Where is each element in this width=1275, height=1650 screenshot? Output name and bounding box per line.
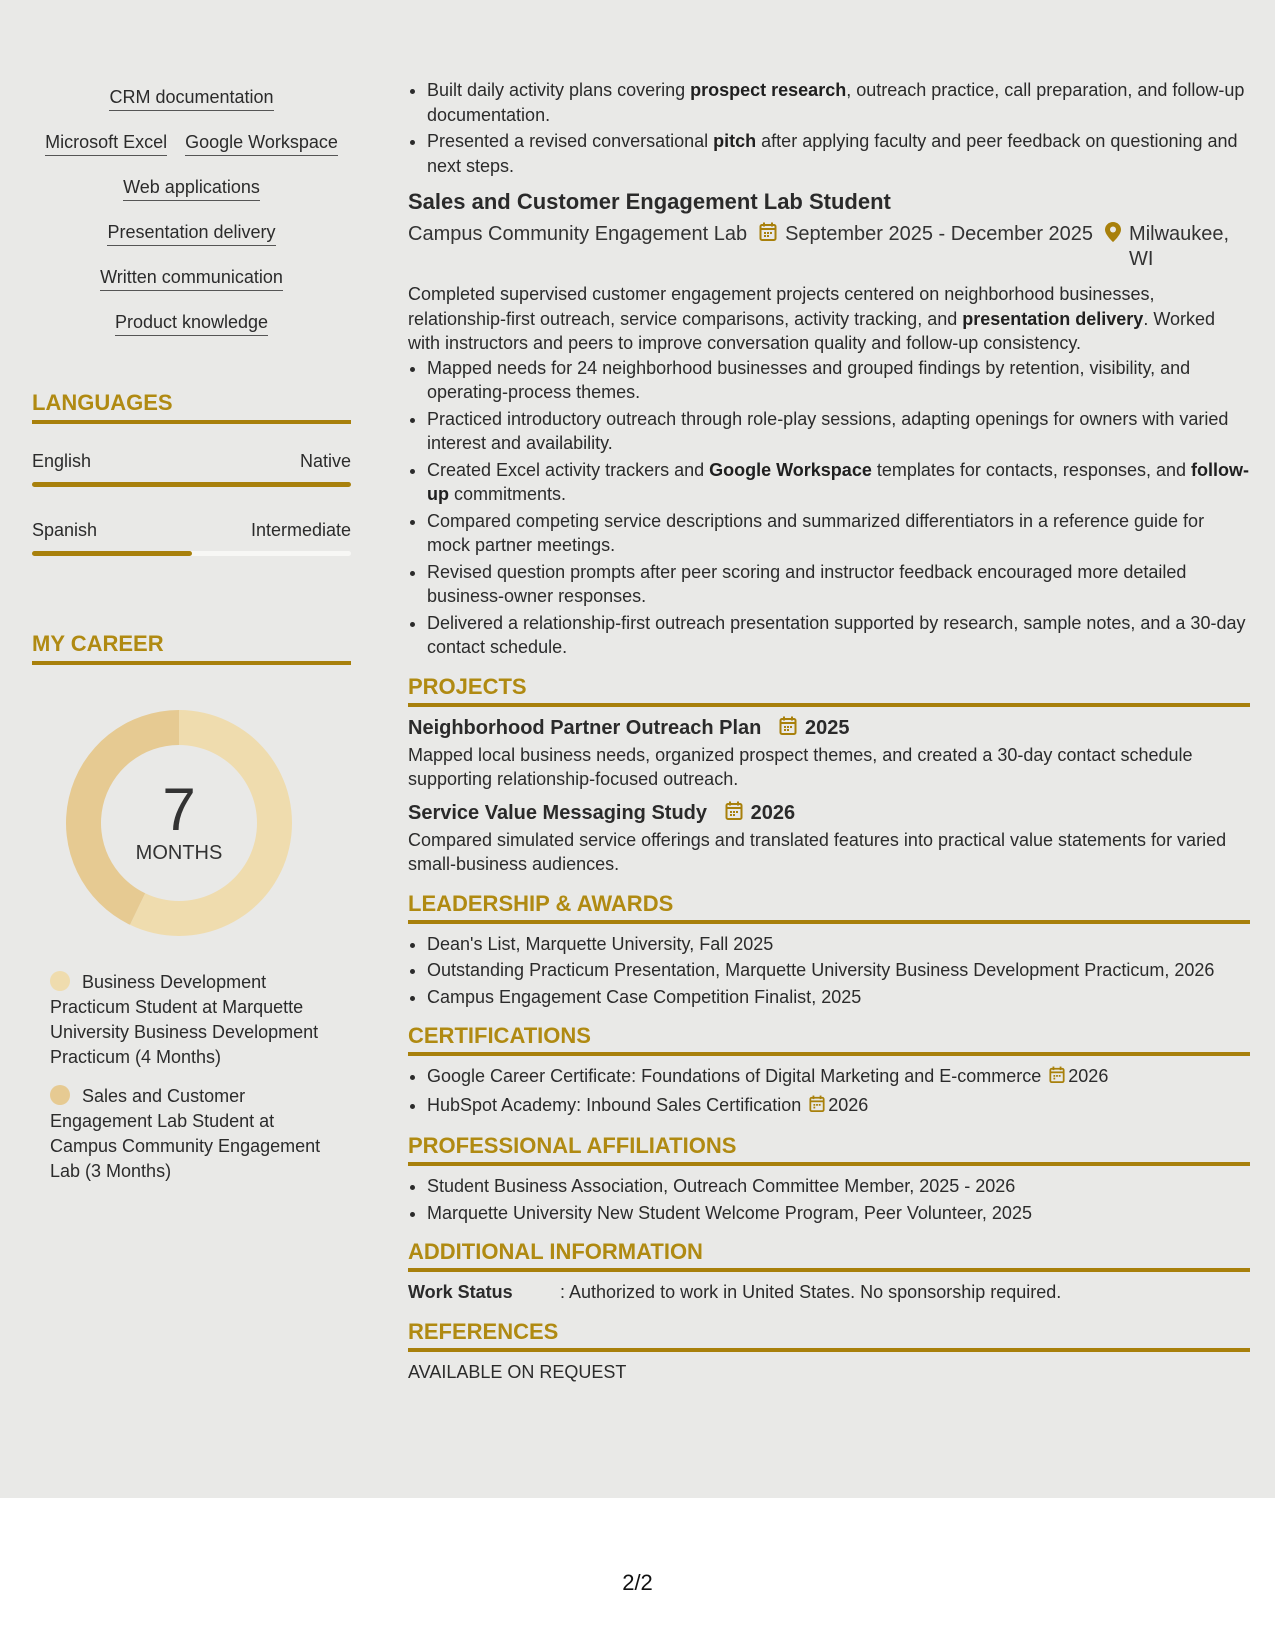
certification-year: 2026 — [828, 1094, 869, 1115]
job-bullet: • Delivered a relationship-first outreach presentation supported by research, sample notes, and a 30-day contact schedule. — [427, 611, 1250, 660]
certifications-heading: CERTIFICATIONS — [408, 1023, 1250, 1056]
awards-heading: LEADERSHIP & AWARDS — [408, 891, 1250, 924]
project-year: 2025 — [804, 716, 850, 739]
skill-tag: Microsoft Excel — [45, 131, 167, 156]
legend-dot — [50, 971, 70, 991]
job-bullet: • Compared competing service descriptions and summarized differentiators in a reference guide for mock partner meetings. — [427, 509, 1250, 558]
job-title: Sales and Customer Engagement Lab Student — [408, 189, 891, 214]
skills-row — [32, 266, 351, 311]
career-total-unit: MONTHS — [135, 842, 223, 864]
additional-info-heading: ADDITIONAL INFORMATION — [408, 1239, 1250, 1272]
skill-tag: Presentation delivery — [107, 221, 275, 246]
career-total-number: 7 — [162, 776, 196, 843]
language-english — [32, 450, 351, 487]
job-meta — [408, 222, 1250, 272]
skill-tag: Google Workspace — [185, 131, 338, 156]
job-dates: September 2025 - December 2025 — [785, 223, 1094, 245]
job-bullets — [408, 356, 1250, 660]
references-text: AVAILABLE ON REQUEST — [408, 1361, 627, 1382]
calendar-icon — [759, 222, 777, 272]
calendar-icon — [779, 716, 797, 743]
career-legend-item — [50, 970, 330, 1070]
award-item: • Dean's List, Marquette University, Fall 2025 — [427, 932, 1250, 957]
project-title: Neighborhood Partner Outreach Plan 2025 — [408, 715, 1250, 743]
skills-list — [32, 86, 351, 356]
legend-label: Sales and Customer Engagement Lab Student at Campus Community Engagement Lab (3 Months) — [50, 1086, 321, 1181]
language-level-bar — [32, 482, 351, 487]
job-description: Completed supervised customer engagement projects centered on neighborhood businesses, relationship-first outreach, service comparisons, activity tracking, and presentation delivery. Worked with instructors and peers to improve conversation quality and follow-up consistency. — [408, 284, 1216, 353]
page-number: 2/2 — [622, 1570, 653, 1595]
references-heading: REFERENCES — [408, 1319, 1250, 1352]
certifications-list — [408, 1064, 1250, 1119]
career-heading: MY CAREER — [32, 631, 351, 665]
certification-year: 2026 — [1068, 1066, 1109, 1086]
language-spanish — [32, 519, 351, 556]
skills-row — [32, 86, 351, 131]
award-item: • Campus Engagement Case Competition Finalist, 2025 — [427, 985, 1250, 1010]
project-description: Compared simulated service offerings and translated features into practical value statements for varied small-business audiences. — [408, 829, 1227, 874]
legend-label: Business Development Practicum Student at Marquette University Business Development Practicum (4 Months) — [50, 972, 319, 1067]
language-level: Intermediate — [250, 520, 351, 540]
languages-heading: LANGUAGES — [32, 390, 351, 424]
projects-heading: PROJECTS — [408, 674, 1250, 707]
work-status-value: : Authorized to work in United States. No sponsorship required. — [560, 1282, 1062, 1302]
previous-job-bullets — [408, 78, 1250, 178]
skills-row — [32, 131, 351, 176]
skill-tag: Web applications — [123, 176, 260, 201]
language-name: Spanish — [32, 520, 98, 540]
right-column — [408, 78, 1250, 1384]
award-item: • Outstanding Practicum Presentation, Marquette University Business Development Practicum, 2026 — [427, 958, 1250, 983]
calendar-icon — [725, 801, 743, 828]
project-title: Service Value Messaging Study 2026 — [408, 800, 1250, 828]
calendar-icon — [809, 1097, 825, 1117]
affiliation-item: • Marquette University New Student Welcome Program, Peer Volunteer, 2025 — [427, 1201, 1250, 1226]
language-level-bar — [32, 551, 351, 556]
career-donut-chart — [66, 710, 292, 936]
project-description: Mapped local business needs, organized prospect themes, and created a 30-day contact schedule supporting relationship-focused outreach. — [408, 744, 1193, 789]
language-name: English — [32, 451, 92, 471]
legend-dot — [50, 1085, 70, 1105]
job-organization: Campus Community Engagement Lab — [408, 223, 748, 245]
certification-item: • HubSpot Academy: Inbound Sales Certification 2026 — [427, 1093, 1250, 1120]
job-bullet: • Built daily activity plans covering prospect research, outreach practice, call preparation, and follow-up documentation. — [427, 78, 1250, 127]
skills-row — [32, 311, 351, 356]
job-location: Milwaukee, WI — [1129, 223, 1230, 270]
location-pin-icon — [1105, 222, 1121, 272]
job-bullet: • Presented a revised conversational pitch after applying faculty and peer feedback on questioning and next steps. — [427, 129, 1250, 178]
affiliations-heading: PROFESSIONAL AFFILIATIONS — [408, 1133, 1250, 1166]
skill-tag: Product knowledge — [115, 311, 268, 336]
project-year: 2026 — [750, 801, 796, 824]
job-bullet: • Created Excel activity trackers and Google Workspace templates for contacts, responses, and follow-up commitments. — [427, 458, 1250, 507]
job-bullet: • Revised question prompts after peer scoring and instructor feedback encouraged more detailed business-owner responses. — [427, 560, 1250, 609]
calendar-icon — [1049, 1068, 1065, 1088]
skills-row — [32, 221, 351, 266]
project-item — [408, 800, 1250, 877]
affiliation-item: • Student Business Association, Outreach Committee Member, 2025 - 2026 — [427, 1174, 1250, 1199]
awards-list — [408, 932, 1250, 1010]
work-status-row — [408, 1280, 1250, 1305]
job-bullet: • Mapped needs for 24 neighborhood businesses and grouped findings by retention, visibility, and operating-process themes. — [427, 356, 1250, 405]
career-legend — [50, 970, 330, 1198]
project-item — [408, 715, 1250, 792]
language-level: Native — [299, 451, 351, 471]
work-status-key: Work Status — [408, 1282, 513, 1302]
career-legend-item — [50, 1084, 330, 1184]
skill-tag: CRM documentation — [109, 86, 273, 111]
certification-item: • Google Career Certificate: Foundations of Digital Marketing and E-commerce 2026 — [427, 1064, 1250, 1091]
job-bullet: • Practiced introductory outreach through role-play sessions, adapting openings for owners with varied interest and availability. — [427, 407, 1250, 456]
affiliations-list — [408, 1174, 1250, 1225]
skills-row — [32, 176, 351, 221]
skill-tag: Written communication — [100, 266, 283, 291]
